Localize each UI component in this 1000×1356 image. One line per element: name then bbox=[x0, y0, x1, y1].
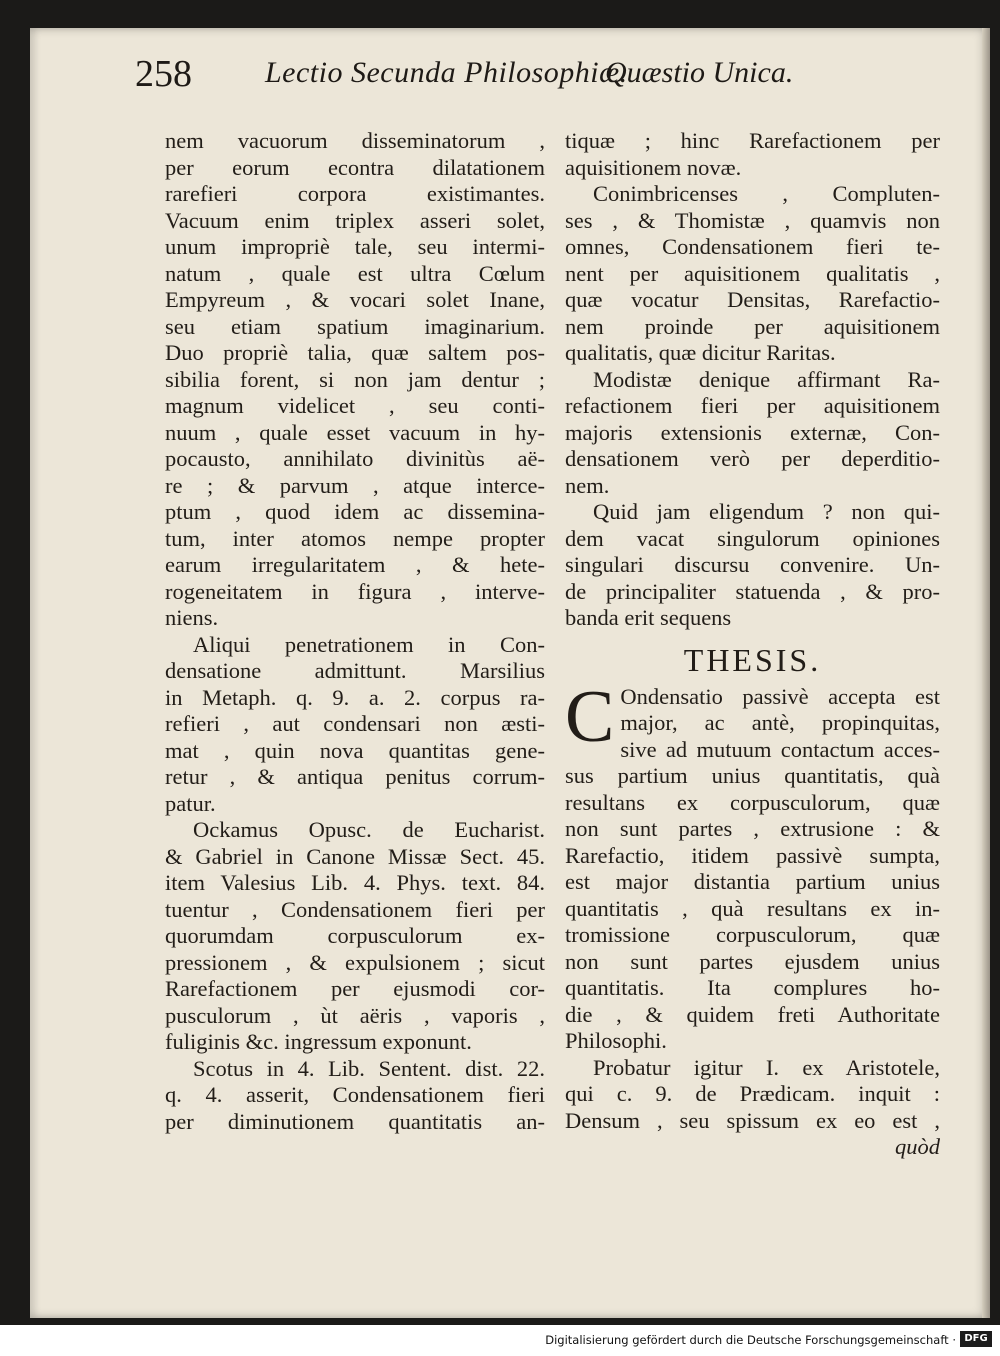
text-line: item Valesius Lib. 4. Phys. text. 84. bbox=[165, 870, 545, 895]
text-line: quorumdam corpusculorum ex- bbox=[165, 923, 545, 948]
text-line: nent per aquisitionem qualitatis , bbox=[565, 260, 940, 286]
left-column bbox=[165, 128, 545, 1135]
text-line: Aliqui penetrationem in Con- bbox=[193, 631, 545, 657]
text-line: rarefieri corpora existimantes. bbox=[165, 181, 545, 206]
text-line: Rarefactio, itidem passivè sumpta, bbox=[565, 842, 940, 868]
text-line: seu etiam spatium imaginarium. bbox=[165, 313, 545, 339]
text-line: Philosophi. bbox=[565, 1028, 667, 1053]
text-line: patur. bbox=[165, 790, 216, 816]
text-line: pusculorum , ùt aëris , vaporis , bbox=[165, 1002, 545, 1028]
page-header bbox=[135, 52, 835, 102]
text-line: nem vacuorum disseminatorum , bbox=[165, 128, 545, 153]
text-line: tromissione corpusculorum, quæ bbox=[565, 922, 940, 947]
text-line: aquisitionem novæ. bbox=[565, 154, 742, 180]
text-line: non sunt partes ejusdem unius bbox=[565, 948, 940, 974]
text-line: Ondensatio passivè accepta est bbox=[620, 683, 940, 709]
text-line: Ockamus Opusc. de Eucharist. bbox=[193, 817, 545, 842]
text-line: omnes, Condensationem fieri te- bbox=[565, 234, 940, 259]
right-column-top bbox=[565, 128, 940, 632]
page-number: 258 bbox=[135, 53, 192, 95]
text-line: refieri , aut condensari non æsti- bbox=[165, 711, 545, 736]
text-line: & Gabriel in Canone Missæ Sect. 45. bbox=[165, 843, 545, 869]
text-line: Empyreum , & vocari solet Inane, bbox=[165, 287, 545, 312]
text-line: Conimbricenses , Compluten- bbox=[593, 181, 940, 206]
text-line: major, ac antè, propinquitas, bbox=[620, 710, 940, 735]
text-line: sive ad mutuum contactum acces- bbox=[620, 736, 940, 762]
text-line: pressionem , & expulsionem ; sicut bbox=[165, 949, 545, 975]
text-line: resultans ex corpusculorum, quæ bbox=[565, 789, 940, 815]
text-line: per eorum econtra dilatationem bbox=[165, 154, 545, 180]
catchword: quòd bbox=[895, 1134, 940, 1159]
text-line: qualitatis, quæ dicitur Raritas. bbox=[565, 340, 836, 365]
text-line: singulari discursu convenire. Un- bbox=[565, 552, 940, 577]
text-line: nem proinde per aquisitionem bbox=[565, 313, 940, 339]
text-line: quantitatis , quà resultans ex in- bbox=[565, 895, 940, 921]
text-line: majoris extensionis externæ, Con- bbox=[565, 419, 940, 445]
text-line: unum impropriè tale, seu intermi- bbox=[165, 234, 545, 259]
text-line: sibilia forent, si non jam dentur ; bbox=[165, 366, 545, 392]
text-line: ptum , quod idem ac dissemina- bbox=[165, 499, 545, 524]
funding-credit: Digitalisierung gefördert durch die Deutsche Forschungsgemeinschaft · bbox=[545, 1333, 956, 1347]
text-line: Quid jam eligendum ? non qui- bbox=[593, 499, 940, 524]
text-line: rogeneitatem in figura , interve- bbox=[165, 578, 545, 604]
thesis-heading: THESIS. bbox=[683, 641, 822, 678]
text-line: pocausto, annihilato divinitùs aë- bbox=[165, 446, 545, 471]
text-line: tiquæ ; hinc Rarefactionem per bbox=[565, 128, 940, 153]
footer-bar bbox=[0, 1325, 1000, 1356]
text-line: qui c. 9. de Prædicam. inquit : bbox=[565, 1081, 940, 1106]
text-line: q. 4. asserit, Condensationem fieri bbox=[165, 1082, 545, 1107]
text-line: retur , & antiqua penitus corrum- bbox=[165, 764, 545, 789]
text-line: banda erit sequens bbox=[565, 605, 732, 630]
text-line: quæ vocatur Densitas, Rarefactio- bbox=[565, 287, 940, 312]
text-line: dem vacat singulorum opiniones bbox=[565, 525, 940, 551]
thesis-paragraph bbox=[565, 675, 940, 1135]
running-head-right: Quæstio Unica. bbox=[605, 56, 794, 89]
dfg-logo: DFG bbox=[960, 1331, 992, 1347]
text-line: fuliginis &c. ingressum exponunt. bbox=[165, 1029, 472, 1054]
text-line: sus partium unius quantitatis, quà bbox=[565, 763, 940, 788]
text-line: mat , quin nova quantitas gene- bbox=[165, 737, 545, 763]
text-line: Vacuum enim triplex asseri solet, bbox=[165, 207, 545, 233]
text-line: quantitatis. Ita complures ho- bbox=[565, 975, 940, 1000]
text-line: niens. bbox=[165, 605, 219, 630]
text-line: de principaliter statuenda , & pro- bbox=[565, 578, 940, 604]
text-line: Modistæ denique affirmant Ra- bbox=[593, 366, 940, 392]
text-line: Rarefactionem per ejusmodi cor- bbox=[165, 976, 545, 1001]
right-column bbox=[565, 128, 940, 1161]
text-line: est major distantia partium unius bbox=[565, 869, 940, 894]
text-line: refactionem fieri per aquisitionem bbox=[565, 393, 940, 418]
text-line: in Metaph. q. 9. a. 2. corpus ra- bbox=[165, 684, 545, 710]
thesis-lines bbox=[565, 675, 940, 1135]
text-line: non sunt partes , extrusione : & bbox=[565, 816, 940, 841]
text-line: magnum videlicet , seu conti- bbox=[165, 393, 545, 418]
text-line: per diminutionem quantitatis an- bbox=[165, 1108, 545, 1134]
text-line: nuum , quale esset vacuum in hy- bbox=[165, 419, 545, 445]
text-line: Duo propriè talia, quæ saltem pos- bbox=[165, 340, 545, 365]
drop-cap: C bbox=[565, 675, 615, 758]
text-line: Scotus in 4. Lib. Sentent. dist. 22. bbox=[193, 1055, 545, 1081]
text-line: tuentur , Condensationem fieri per bbox=[165, 896, 545, 922]
text-line: ses , & Thomistæ , quamvis non bbox=[565, 207, 940, 233]
text-line: tum, inter atomos nempe propter bbox=[165, 525, 545, 551]
text-line: natum , quale est ultra Cœlum bbox=[165, 260, 545, 286]
running-head: Lectio Secunda Philosophiæ. bbox=[265, 56, 628, 89]
text-line: Probatur igitur I. ex Aristotele, bbox=[593, 1054, 940, 1080]
text-line: densationem verò per deperditio- bbox=[565, 446, 940, 471]
text-line: Densum , seu spissum ex eo est , bbox=[565, 1107, 940, 1133]
text-line: earum irregularitatem , & hete- bbox=[165, 552, 545, 577]
page-edge bbox=[982, 28, 990, 1318]
text-line: re ; & parvum , atque interce- bbox=[165, 472, 545, 498]
text-line: densatione admittunt. Marsilius bbox=[165, 658, 545, 683]
text-line: die , & quidem freti Authoritate bbox=[565, 1001, 940, 1027]
text-line: nem. bbox=[565, 472, 610, 498]
